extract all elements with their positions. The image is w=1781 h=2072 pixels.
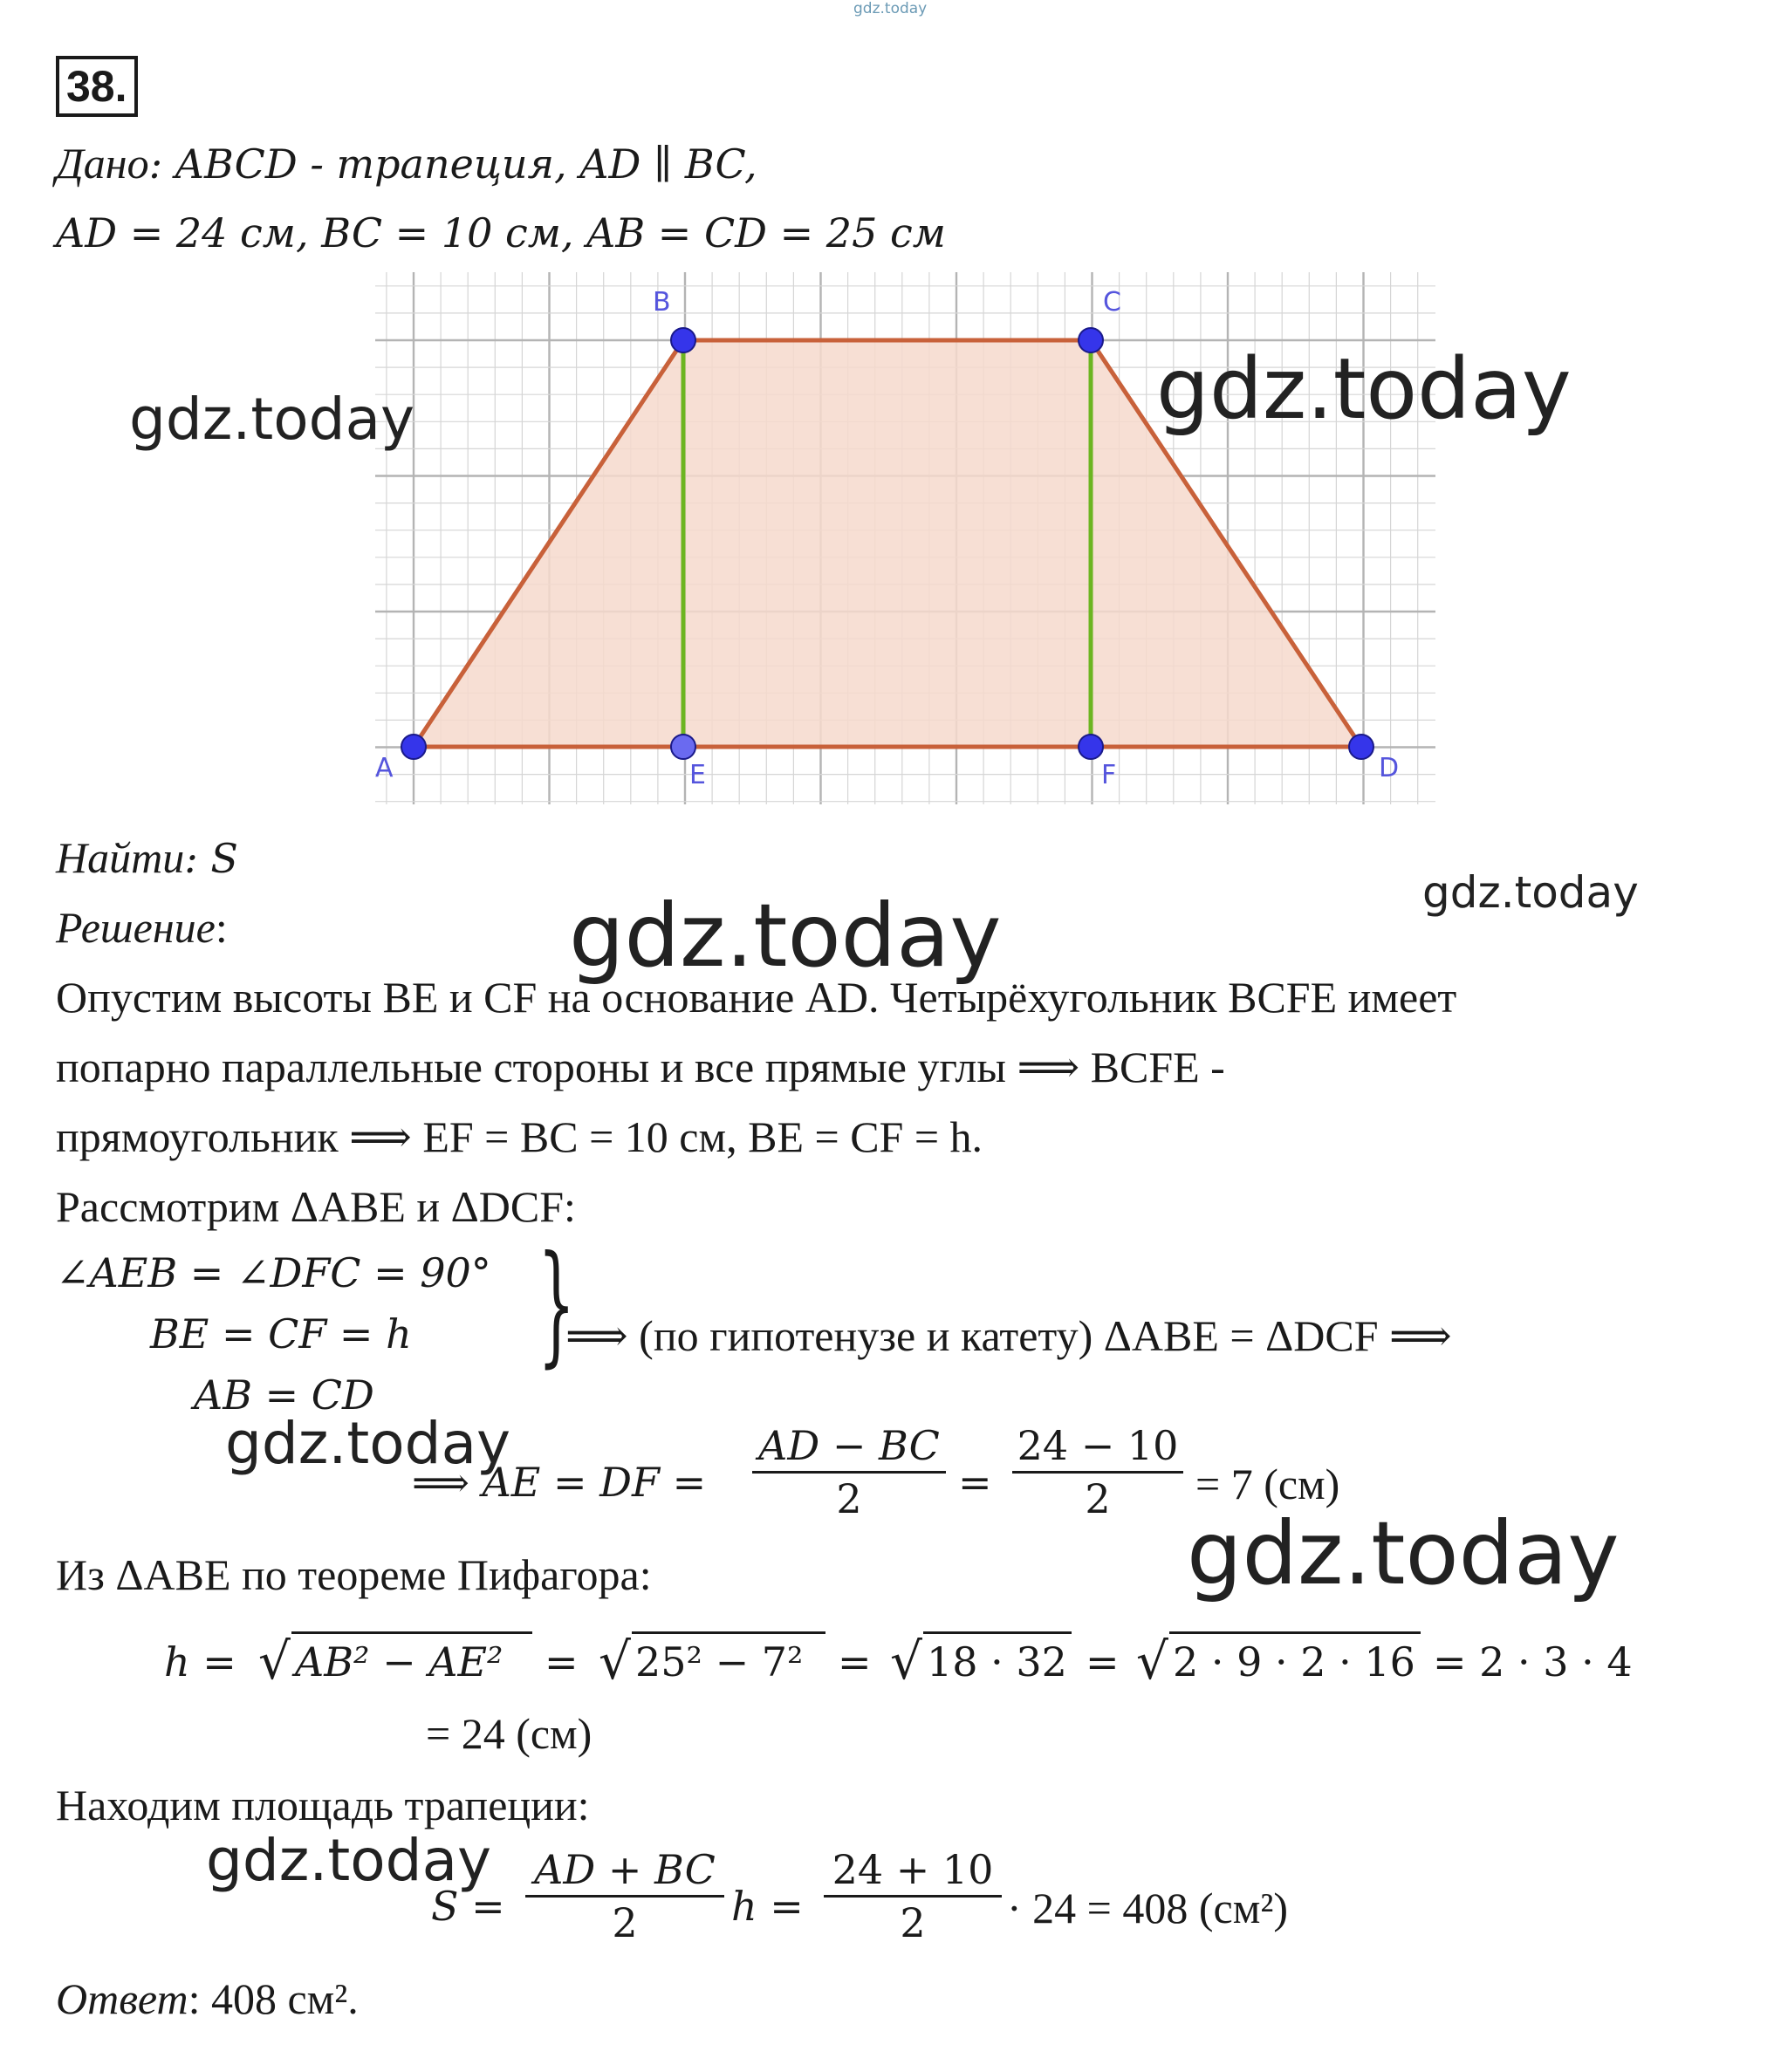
s-label: S = (431, 1883, 505, 1930)
sqrt-bar (291, 1631, 532, 1634)
watermark: gdz.today (1422, 867, 1639, 918)
label-c: C (1103, 287, 1121, 318)
s-result: · 24 = 408 (см²) (1007, 1884, 1288, 1932)
sqrt-sign: √ (258, 1631, 291, 1691)
condition-sides: AB = CD (194, 1371, 374, 1419)
fraction-denominator: 2 (836, 1475, 862, 1522)
h-result: = 24 (см) (426, 1709, 593, 1758)
fraction-ad-plus-bc (525, 1846, 724, 1946)
root-18-32: 18 · 32 (927, 1638, 1067, 1686)
label-e: E (689, 760, 706, 790)
watermark: gdz.today (206, 1827, 492, 1894)
watermark: gdz.today (1156, 340, 1572, 438)
label-b: B (653, 287, 671, 318)
sqrt-bar (632, 1631, 825, 1634)
watermark: gdz.today (1187, 1502, 1620, 1604)
given-line-2: AD = 24 см, BC = 10 см, AB = CD = 25 см (56, 209, 946, 256)
label-d: D (1379, 753, 1400, 783)
fraction-numerator: AD + BC (534, 1846, 716, 1893)
fraction-bar (824, 1895, 1002, 1898)
point-d (1349, 735, 1373, 759)
ae-prefix: ⟹ AE = DF = (412, 1459, 707, 1506)
root-ab-ae: AB² − AE² (295, 1638, 503, 1686)
area-intro: Находим площадь трапеции: (56, 1781, 590, 1829)
solution-colon: : (215, 903, 228, 952)
find-value: : S (184, 835, 238, 882)
fraction-24-plus-10 (824, 1846, 1002, 1946)
fraction-bar (1012, 1471, 1183, 1474)
point-c (1079, 328, 1103, 352)
pythagoras-line: Из ΔABE по теореме Пифагора: (56, 1550, 652, 1599)
sqrt-sign: √ (1136, 1631, 1168, 1691)
fraction-denominator: 2 (1085, 1475, 1111, 1522)
ae-result: = 7 (см) (1195, 1460, 1340, 1508)
top-watermark: gdz.today (853, 0, 928, 17)
solution-p4: Рассмотрим ΔABE и ΔDCF: (56, 1182, 576, 1231)
equals-sign: = (1086, 1638, 1120, 1686)
right-brace: } (538, 1228, 576, 1380)
given-label: Дано (56, 139, 149, 188)
equals-sign: = (958, 1459, 992, 1506)
h-tail: = 2 · 3 · 4 (1433, 1638, 1633, 1686)
problem-number: 38. (56, 56, 138, 117)
root-25-7: 25² − 7² (635, 1638, 804, 1686)
solution-p2: попарно параллельные стороны и все прямые углы ⟹ BCFE - (56, 1043, 1225, 1091)
fraction-24-10 (1012, 1422, 1183, 1522)
answer-line (56, 1973, 359, 2024)
answer-label: Ответ (56, 1974, 188, 2023)
label-a: A (375, 753, 394, 783)
label-f: F (1101, 760, 1117, 790)
watermark: gdz.today (569, 885, 1002, 987)
point-e (671, 735, 695, 759)
fraction-numerator: 24 + 10 (832, 1846, 994, 1893)
sqrt-bar (1169, 1631, 1421, 1634)
point-a (401, 735, 426, 759)
equals-sign: = (545, 1638, 579, 1686)
given-text-1: : ABCD - трапеция, AD ∥ BC, (148, 140, 757, 188)
given-line-1 (56, 138, 757, 188)
fraction-bar (525, 1895, 724, 1898)
sqrt-sign: √ (599, 1631, 631, 1691)
condition-angles: ∠AEB = ∠DFC = 90° (56, 1249, 491, 1296)
solution-label: Решение (56, 903, 216, 952)
point-b (671, 328, 695, 352)
solution-p1: Опустим высоты BE и CF на основание AD. Четырёхугольник BCFE имеет (56, 973, 1457, 1022)
conclusion-line: ⟹ (по гипотенузе и катету) ΔABE = ΔDCF ⟹ (565, 1311, 1452, 1360)
equals-sign: = (838, 1638, 872, 1686)
fraction-denominator: 2 (900, 1899, 926, 1946)
find-line (56, 832, 238, 883)
watermark: gdz.today (129, 386, 415, 453)
sqrt-bar (923, 1631, 1072, 1634)
condition-heights: BE = CF = h (150, 1310, 412, 1357)
fraction-ad-bc (752, 1422, 946, 1522)
fraction-numerator: 24 − 10 (1017, 1422, 1179, 1469)
find-label: Найти (56, 833, 185, 882)
fraction-numerator: AD − BC (758, 1422, 940, 1469)
fraction-denominator: 2 (612, 1899, 638, 1946)
sqrt-sign: √ (890, 1631, 922, 1691)
h-label: h = (164, 1638, 236, 1686)
point-f (1079, 735, 1103, 759)
root-2-9-2-16: 2 · 9 · 2 · 16 (1173, 1638, 1415, 1686)
solution-line (56, 902, 228, 953)
watermark: gdz.today (225, 1410, 511, 1477)
answer-value: : 408 см². (188, 1974, 359, 2023)
solution-p3: прямоугольник ⟹ EF = BC = 10 см, BE = CF = h. (56, 1112, 983, 1161)
fraction-bar (752, 1471, 946, 1474)
s-h: h = (731, 1883, 804, 1930)
